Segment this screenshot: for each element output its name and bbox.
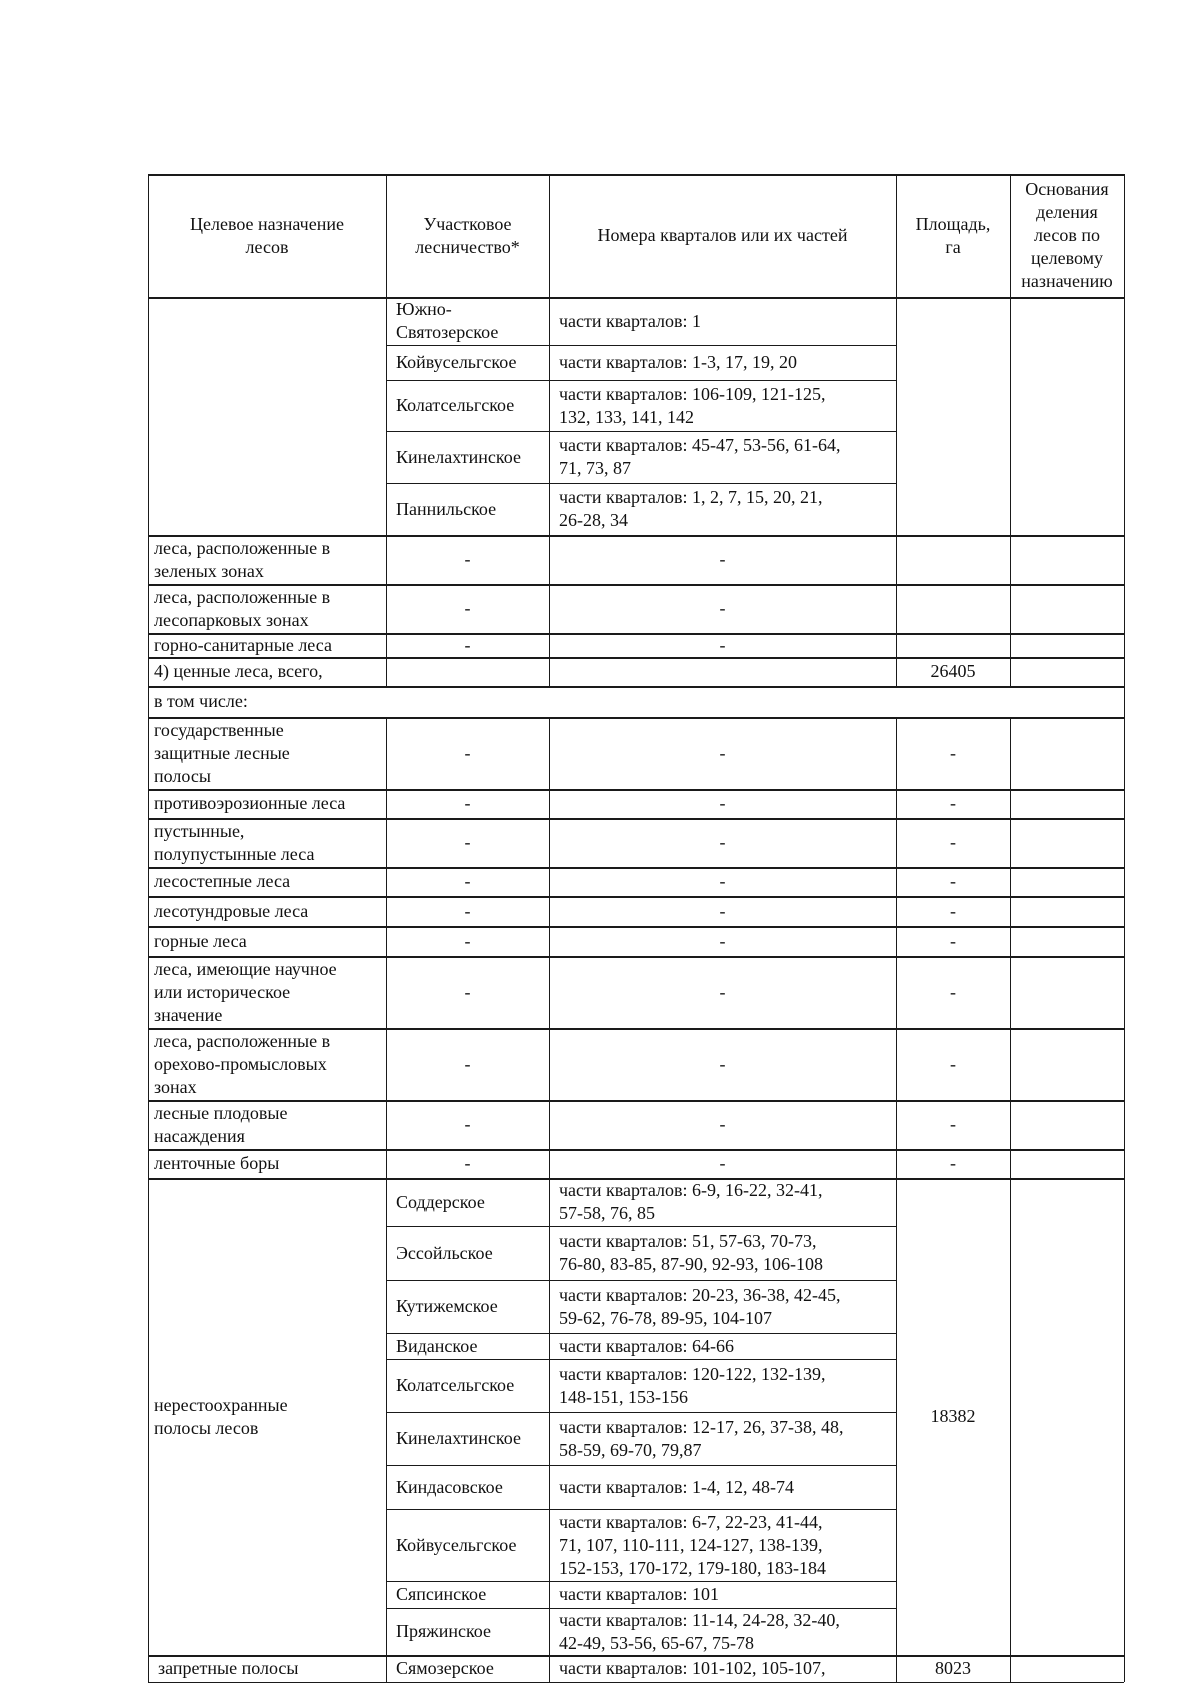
purpose-label <box>148 818 386 867</box>
purpose-label <box>148 1149 386 1178</box>
quarters-dash <box>549 535 896 584</box>
table-rule <box>1010 657 1011 686</box>
table-rule <box>896 535 897 584</box>
purpose-label <box>148 1028 386 1100</box>
area-dash <box>896 867 1010 896</box>
table-rule <box>1010 956 1011 1028</box>
purpose-label-text: леса, расположенные в зеленых зонах <box>154 537 331 581</box>
quarters-list-text: части кварталов: 1 <box>559 310 702 331</box>
quarters-list <box>549 1359 896 1412</box>
table-rule <box>1010 818 1011 867</box>
quarters-dash-text: - <box>719 900 726 921</box>
forestry-dash <box>386 926 549 956</box>
quarters-list-text: части кварталов: 20-23, 36-38, 42-45, 59-62, 76-78, 89-95, 104-107 <box>559 1284 841 1328</box>
purpose-label <box>148 633 386 657</box>
quarters-dash-text: - <box>719 742 726 763</box>
quarters-list <box>549 1509 896 1581</box>
forestry-name-text: Колатсельгское <box>396 395 515 415</box>
header-purpose-text: Целевое назначение лесов <box>190 213 344 257</box>
quarters-list <box>549 1581 896 1608</box>
area-dash <box>896 818 1010 867</box>
forestry-name <box>386 1465 549 1509</box>
forestry-name <box>386 1359 549 1412</box>
forestry-dash-text: - <box>464 900 471 921</box>
forestry-dash <box>386 956 549 1028</box>
forestry-name <box>386 1333 549 1359</box>
quarters-dash <box>549 1149 896 1178</box>
purpose-label <box>148 717 386 789</box>
forbidden-strips-label <box>148 1655 386 1682</box>
forestry-dash <box>386 535 549 584</box>
purpose-label-text: лесостепные леса <box>154 871 291 891</box>
area-dash <box>896 896 1010 926</box>
quarters-dash-text: - <box>719 981 726 1002</box>
table-rule <box>896 633 897 657</box>
quarters-dash <box>549 896 896 926</box>
forestry-name-text: Соддерское <box>396 1191 485 1212</box>
forestry-name <box>386 297 549 345</box>
quarters-dash-text: - <box>719 1114 726 1134</box>
valuable-forests-label <box>148 657 386 686</box>
area-dash-text: - <box>950 1114 956 1134</box>
quarters-list-text: части кварталов: 1-3, 17, 19, 20 <box>559 352 797 372</box>
area-dash <box>896 926 1010 956</box>
table-rule <box>1010 789 1011 818</box>
quarters-list-text: части кварталов: 101-102, 105-107, <box>559 1658 826 1678</box>
forbidden-strips-area <box>896 1655 1010 1682</box>
quarters-list <box>549 1333 896 1359</box>
purpose-label <box>148 584 386 633</box>
quarters-dash-text: - <box>719 930 726 951</box>
area-dash-text: - <box>950 930 956 951</box>
header-quarters-text: Номера кварталов или их частей <box>597 225 848 245</box>
table-rule <box>1010 896 1011 926</box>
quarters-list-text: части кварталов: 1-4, 12, 48-74 <box>559 1476 794 1497</box>
forestry-dash-text: - <box>464 793 471 813</box>
quarters-dash <box>549 633 896 657</box>
quarters-list-text: части кварталов: 6-7, 22-23, 41-44, 71, 107, 110-111, 124-127, 138-139, 152-153, 170-172, 179-180, 183-184 <box>559 1511 826 1578</box>
forestry-dash <box>386 867 549 896</box>
quarters-dash-text: - <box>719 832 726 852</box>
table-rule <box>1010 926 1011 956</box>
forestry-dash-text: - <box>464 598 471 618</box>
forestry-name-text: Койвусельгское <box>396 352 517 372</box>
valuable-forests-label-text: 4) ценные леса, всего, <box>154 661 323 681</box>
forestry-dash-text: - <box>464 1153 471 1173</box>
table-rule <box>1010 535 1011 584</box>
quarters-dash-text: - <box>719 549 726 569</box>
quarters-list <box>549 380 896 431</box>
valuable-forests-area <box>896 657 1010 686</box>
forestry-dash <box>386 1149 549 1178</box>
purpose-label <box>148 956 386 1028</box>
forestry-name-text: Кинелахтинское <box>396 446 521 467</box>
quarters-dash <box>549 867 896 896</box>
quarters-list <box>549 1608 896 1655</box>
forestry-name-text: Киндасовское <box>396 1476 503 1497</box>
quarters-list-text: части кварталов: 120-122, 132-139, 148-151, 153-156 <box>559 1363 826 1407</box>
table-rule <box>896 297 897 535</box>
purpose-label-text: лесотундровые леса <box>154 900 309 921</box>
quarters-list-text: части кварталов: 11-14, 24-28, 32-40, 42-49, 53-56, 65-67, 75-78 <box>559 1609 840 1653</box>
forestry-name-text: Сяпсинское <box>396 1584 487 1604</box>
area-dash-text: - <box>950 981 956 1002</box>
quarters-list-text: части кварталов: 51, 57-63, 70-73, 76-80, 83-85, 87-90, 92-93, 106-108 <box>559 1231 823 1274</box>
purpose-label-text: лесные плодовые насаждения <box>154 1102 288 1146</box>
forestry-dash <box>386 789 549 818</box>
purpose-label <box>148 1100 386 1149</box>
purpose-label-text: государственные защитные лесные полосы <box>154 719 290 786</box>
header-quarters <box>549 174 896 297</box>
forestry-name <box>386 345 549 380</box>
forestry-name-text: Пряжинское <box>396 1621 492 1641</box>
forestry-name-text: Виданское <box>396 1335 478 1356</box>
forestry-dash <box>386 717 549 789</box>
header-area <box>896 174 1010 297</box>
forestry-name <box>386 1608 549 1655</box>
quarters-list-text: части кварталов: 64-66 <box>559 1335 734 1356</box>
area-dash-text: - <box>950 871 956 891</box>
forestry-dash-text: - <box>464 742 471 763</box>
table-rule <box>386 657 387 686</box>
quarters-list-text: части кварталов: 12-17, 26, 37-38, 48, 58-59, 69-70, 79,87 <box>559 1416 844 1460</box>
purpose-label <box>148 789 386 818</box>
header-area-text: Площадь, га <box>915 213 991 257</box>
area-dash <box>896 1028 1010 1100</box>
forestry-name-text: Койвусельгское <box>396 1534 517 1555</box>
area-dash-text: - <box>950 742 956 763</box>
forestry-name-text: Колатсельгское <box>396 1375 515 1395</box>
forestry-name-text: Сямозерское <box>396 1658 494 1678</box>
forestry-name <box>386 1509 549 1581</box>
quarters-list-text: части кварталов: 6-9, 16-22, 32-41, 57-58, 76, 85 <box>559 1180 823 1223</box>
quarters-list <box>549 1465 896 1509</box>
forestry-name <box>386 431 549 483</box>
forestry-dash <box>386 1100 549 1149</box>
valuable-forests-area-text: 26405 <box>930 661 976 681</box>
table-rule <box>1010 717 1011 789</box>
forestry-name-text: Кутижемское <box>396 1296 498 1316</box>
quarters-dash-text: - <box>719 1153 726 1173</box>
header-forestry-text: Участковое лесничество* <box>415 213 520 257</box>
quarters-dash <box>549 818 896 867</box>
quarters-dash-text: - <box>719 871 726 891</box>
quarters-list <box>549 1280 896 1333</box>
forestry-name <box>386 1226 549 1280</box>
quarters-list <box>549 1226 896 1280</box>
quarters-list <box>549 297 896 345</box>
forestry-dash-text: - <box>464 549 471 569</box>
forestry-name-text: Паннильское <box>396 498 497 519</box>
area-dash-text: - <box>950 832 956 852</box>
forestry-dash-text: - <box>464 634 471 655</box>
forestry-dash-text: - <box>464 930 471 951</box>
forestry-dash <box>386 584 549 633</box>
table-rule <box>1124 174 1125 1682</box>
forestry-dash-text: - <box>464 981 471 1002</box>
quarters-dash-text: - <box>719 634 726 655</box>
forestry-name-text: Южно- Святозерское <box>396 299 499 342</box>
purpose-label-text: пустынные, полупустынные леса <box>154 820 315 864</box>
quarters-dash <box>549 1028 896 1100</box>
quarters-dash <box>549 789 896 818</box>
area-dash-text: - <box>950 793 956 813</box>
purpose-label <box>148 926 386 956</box>
quarters-dash <box>549 1100 896 1149</box>
purpose-label-text: леса, расположенные в орехово-промысловых зонах <box>154 1030 331 1097</box>
purpose-label-text: горные леса <box>154 930 247 951</box>
forestry-name <box>386 483 549 535</box>
purpose-label-text: леса, имеющие научное или историческое значение <box>154 958 337 1025</box>
header-forestry <box>386 174 549 297</box>
forestry-name <box>386 380 549 431</box>
quarters-list <box>549 431 896 483</box>
table-rule <box>1010 584 1011 633</box>
table-rule <box>1010 1149 1011 1178</box>
quarters-dash-text: - <box>719 793 726 813</box>
area-dash-text: - <box>950 900 956 921</box>
quarters-list-text: части кварталов: 45-47, 53-56, 61-64, 71, 73, 87 <box>559 435 841 478</box>
purpose-label-text: противоэрозионные леса <box>154 793 346 813</box>
table-rule <box>1010 297 1011 535</box>
quarters-list-text: части кварталов: 101 <box>559 1584 720 1604</box>
quarters-list <box>549 1655 896 1682</box>
table-rule <box>148 1682 1124 1683</box>
header-purpose <box>148 174 386 297</box>
forbidden-strips-label-text: запретные полосы <box>158 1658 299 1678</box>
purpose-label <box>148 896 386 926</box>
quarters-list-text: части кварталов: 106-109, 121-125, 132, 133, 141, 142 <box>559 383 826 427</box>
spawning-strips-label <box>148 1178 386 1655</box>
quarters-list <box>549 1412 896 1465</box>
area-dash <box>896 1149 1010 1178</box>
purpose-label <box>148 535 386 584</box>
quarters-list <box>549 483 896 535</box>
quarters-dash <box>549 926 896 956</box>
forestry-name <box>386 1412 549 1465</box>
area-dash <box>896 956 1010 1028</box>
forestry-name <box>386 1280 549 1333</box>
quarters-dash <box>549 717 896 789</box>
table-rule <box>1010 1028 1011 1100</box>
area-dash-text: - <box>950 1153 956 1173</box>
spawning-strips-label-text: нерестоохранные полосы лесов <box>154 1394 288 1438</box>
forestry-name-text: Эссойльское <box>396 1242 493 1263</box>
forestry-dash <box>386 633 549 657</box>
forestry-name <box>386 1178 549 1226</box>
forestry-dash <box>386 818 549 867</box>
forbidden-strips-area-text: 8023 <box>935 1658 971 1678</box>
forestry-dash-text: - <box>464 1053 471 1074</box>
forestry-dash <box>386 1028 549 1100</box>
forestry-name-text: Кинелахтинское <box>396 1428 521 1448</box>
table-rule <box>1010 867 1011 896</box>
quarters-list-text: части кварталов: 1, 2, 7, 15, 20, 21, 26-28, 34 <box>559 487 823 530</box>
quarters-list <box>549 1178 896 1226</box>
forestry-dash-text: - <box>464 1114 471 1134</box>
quarters-dash <box>549 584 896 633</box>
table-rule <box>1010 633 1011 657</box>
table-rule <box>1010 1655 1011 1682</box>
area-dash-text: - <box>950 1053 956 1074</box>
area-dash <box>896 789 1010 818</box>
header-basis <box>1010 174 1124 297</box>
forestry-dash <box>386 896 549 926</box>
quarters-list <box>549 345 896 380</box>
table-rule <box>1010 1178 1011 1655</box>
table-rule <box>549 657 550 686</box>
purpose-label <box>148 867 386 896</box>
forestry-dash-text: - <box>464 832 471 852</box>
spawning-strips-area-text: 18382 <box>930 1406 976 1426</box>
including-label-text: в том числе: <box>154 691 248 711</box>
spawning-strips-area <box>896 1178 1010 1655</box>
forestry-dash-text: - <box>464 871 471 891</box>
table-rule <box>896 584 897 633</box>
forestry-name <box>386 1655 549 1682</box>
including-label <box>148 686 1124 717</box>
quarters-dash <box>549 956 896 1028</box>
header-basis-text: Основания деления лесов по целевому назначению <box>1021 179 1113 291</box>
area-dash <box>896 717 1010 789</box>
purpose-label-text: леса, расположенные в лесопарковых зонах <box>154 586 331 630</box>
forestry-name <box>386 1581 549 1608</box>
table-rule <box>1010 1100 1011 1149</box>
quarters-dash-text: - <box>719 1053 726 1074</box>
purpose-label-text: ленточные боры <box>154 1153 280 1173</box>
purpose-label-text: горно-санитарные леса <box>154 634 332 655</box>
quarters-dash-text: - <box>719 598 726 618</box>
area-dash <box>896 1100 1010 1149</box>
